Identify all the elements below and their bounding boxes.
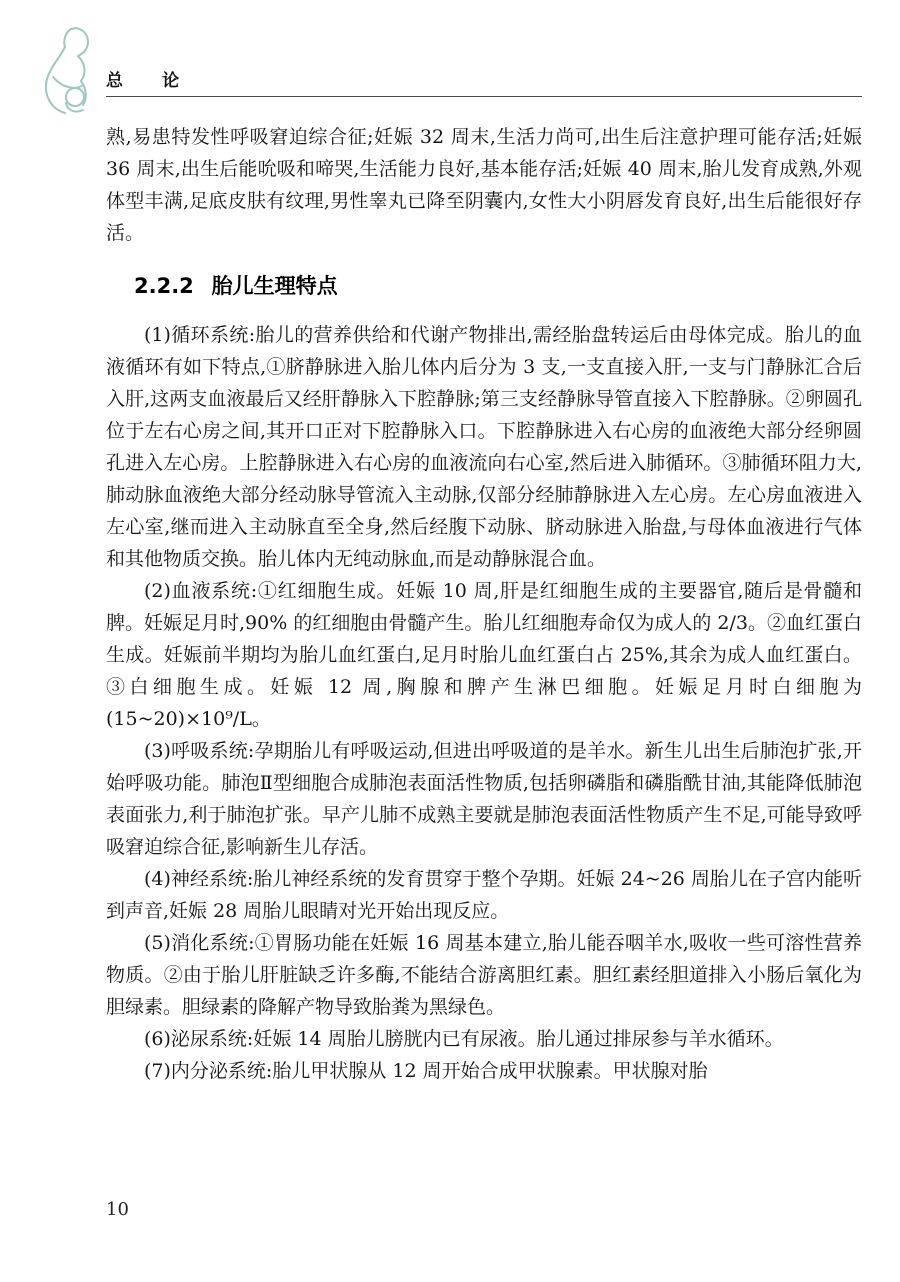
paragraph-circulatory: (1)循环系统:胎儿的营养供给和代谢产物排出,需经胎盘转运后由母体完成。胎儿的血液循环有如下特点,①脐静脉进入胎儿体内后分为 3 支,一支直接入肝,一支与门静脉汇合后入肝,这两支血液最后又经肝静脉入下腔静脉;第三支经静脉导管直接入下腔静脉。②卵圆孔位于左右心房之间,其开口正对下腔静脉入口。下腔静脉进入右心房的血液绝大部分经卵圆孔进入左心房。上腔静脉进入右心房的血液流向右心室,然后进入肺循环。③肺循环阻力大,肺动脉血液绝大部分经动脉导管流入主动脉,仅部分经肺静脉进入左心房。左心房血液进入左心室,继而进入主动脉直至全身,然后经腹下动脉、脐动脉进入胎盘,与母体血液进行气体和其他物质交换。胎儿体内无纯动脉血,而是动静脉混合血。	[106, 324, 862, 570]
header-divider	[106, 96, 862, 97]
page-number: 10	[106, 1199, 129, 1220]
section-title: 胎儿生理特点	[211, 274, 338, 298]
mother-baby-logo-icon	[30, 24, 104, 118]
paragraph-endocrine: (7)内分泌系统:胎儿甲状腺从 12 周开始合成甲状腺素。甲状腺对胎	[144, 1060, 708, 1082]
paragraph-blood: (2)血液系统:①红细胞生成。妊娠 10 周,肝是红细胞生成的主要器官,随后是骨髓和脾。妊娠足月时,90% 的红细胞由骨髓产生。胎儿红细胞寿命仅为成人的 2/3。②血红蛋白生成。妊娠前半期均为胎儿血红蛋白,足月时胎儿血红蛋白占 25%,其余为成人血红蛋白。③白细胞生成。妊娠 12 周,胸腺和脾产生淋巴细胞。妊娠足月时白细胞为(15~20)×10⁹/L。	[106, 580, 862, 730]
section-heading	[106, 270, 862, 302]
paragraph-nervous: (4)神经系统:胎儿神经系统的发育贯穿于整个孕期。妊娠 24~26 周胎儿在子宫内能听到声音,妊娠 28 周胎儿眼睛对光开始出现反应。	[106, 868, 862, 922]
paragraph-respiratory: (3)呼吸系统:孕期胎儿有呼吸运动,但进出呼吸道的是羊水。新生儿出生后肺泡扩张,开始呼吸功能。肺泡Ⅱ型细胞合成肺泡表面活性物质,包括卵磷脂和磷脂酰甘油,其能降低肺泡表面张力,利于肺泡扩张。早产儿肺不成熟主要就是肺泡表面活性物质产生不足,可能导致呼吸窘迫综合征,影响新生儿存活。	[106, 740, 862, 858]
continued-paragraph: 熟,易患特发性呼吸窘迫综合征;妊娠 32 周末,生活力尚可,出生后注意护理可能存活;妊娠 36 周末,出生后能吮吸和啼哭,生活能力良好,基本能存活;妊娠 40 周末,胎儿发育成熟,外观体型丰满,足底皮肤有纹理,男性睾丸已降至阴囊内,女性大小阴唇发育良好,出生后能很好存活。	[106, 126, 862, 244]
paragraph-digestive: (5)消化系统:①胃肠功能在妊娠 16 周基本建立,胎儿能吞咽羊水,吸收一些可溶性营养物质。②由于胎儿肝脏缺乏许多酶,不能结合游离胆红素。胆红素经胆道排入小肠后氧化为胆绿素。胆绿素的降解产物导致胎粪为黑绿色。	[106, 932, 862, 1018]
section-number: 2.2.2	[134, 274, 194, 298]
paragraph-urinary: (6)泌尿系统:妊娠 14 周胎儿膀胱内已有尿液。胎儿通过排尿参与羊水循环。	[144, 1028, 784, 1050]
page-body	[106, 121, 862, 1087]
running-head-title: 总论	[106, 71, 219, 91]
mother-baby-logo-strokes	[46, 28, 88, 113]
